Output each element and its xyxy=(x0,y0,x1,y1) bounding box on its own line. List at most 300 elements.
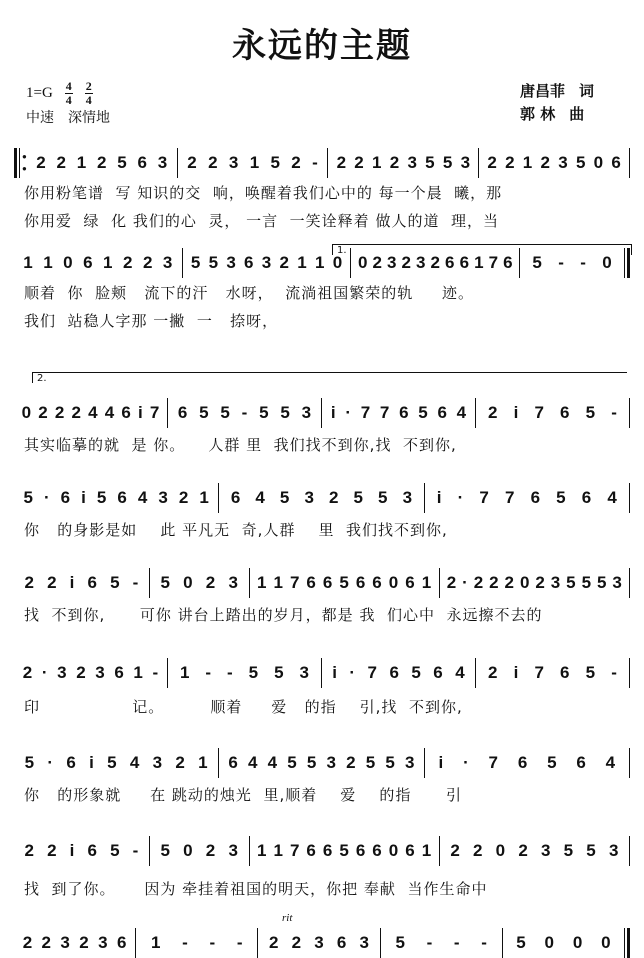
note: 7 xyxy=(149,403,160,422)
staff-line xyxy=(14,485,630,511)
measure xyxy=(328,150,478,176)
note: 5 xyxy=(575,153,586,172)
note: 6 xyxy=(322,573,333,592)
dot: · xyxy=(349,663,356,682)
measure xyxy=(476,660,629,686)
note: i xyxy=(69,841,75,860)
note: 2 xyxy=(279,253,289,272)
note: 3 xyxy=(612,573,622,592)
note: 5 xyxy=(556,488,566,507)
note: 3 xyxy=(407,153,417,172)
measure xyxy=(14,750,218,776)
note: 3 xyxy=(304,488,314,507)
note: 5 xyxy=(160,841,170,860)
note: 2 xyxy=(205,573,216,592)
note: 6 xyxy=(372,573,382,592)
note: i xyxy=(69,573,75,592)
note: 6 xyxy=(405,573,415,592)
note: 5 xyxy=(395,933,405,952)
note: 7 xyxy=(360,403,371,422)
note: 4 xyxy=(129,753,140,772)
note: 1 xyxy=(314,253,325,272)
lyric-line: 你 的形象就 在 跳动的烛光 里,顺着 爱 的指 引 xyxy=(24,786,462,804)
note: 0 xyxy=(63,253,73,272)
note: 0 xyxy=(544,933,554,952)
measure xyxy=(14,660,167,686)
note: 5 xyxy=(339,841,349,860)
measure xyxy=(381,930,502,956)
note: 0 xyxy=(332,253,343,272)
note: 6 xyxy=(322,841,333,860)
time-signature-4-4: $\frac{4}{4}$ xyxy=(65,79,72,107)
dot: · xyxy=(463,753,469,772)
note: 2 xyxy=(401,253,411,272)
measure xyxy=(520,250,624,276)
note: 6 xyxy=(228,753,238,772)
note: 6 xyxy=(355,573,366,592)
note: 7 xyxy=(379,403,390,422)
note: 1 xyxy=(103,253,113,272)
note: 5 xyxy=(280,403,290,422)
lyric-line: 找 到了你。 因为 牵挂着祖国的明天，你把 奉献 当作生命中 xyxy=(24,880,488,898)
note: 3 xyxy=(228,573,238,592)
staff-line xyxy=(14,250,630,276)
volta-bracket: 1. xyxy=(332,244,632,255)
note: 5 xyxy=(306,753,317,772)
note: 2 xyxy=(291,933,302,952)
composer-name: 郭 林 xyxy=(520,105,556,123)
time-signature-2-4: $\frac{2}{4}$ xyxy=(85,79,92,107)
note: i xyxy=(436,488,442,507)
lyric-line: 顺着 你 脸颊 流下的汗 水呀， 流淌祖国繁荣的轨 迹。 xyxy=(24,284,475,302)
dot: · xyxy=(47,753,54,772)
note: 6 xyxy=(433,663,443,682)
staff-line xyxy=(14,838,630,864)
note: 2 xyxy=(291,153,301,172)
hold-dash: - xyxy=(558,253,564,272)
note: 6 xyxy=(230,488,241,507)
note: 4 xyxy=(267,753,278,772)
note: 1 xyxy=(421,573,432,592)
key-label: 1=G xyxy=(26,85,53,101)
note: i xyxy=(513,663,519,682)
note: 6 xyxy=(306,841,316,860)
staff-line xyxy=(14,930,630,956)
note: 2 xyxy=(487,153,497,172)
note: 2 xyxy=(489,573,499,592)
note: 7 xyxy=(289,573,300,592)
note: 3 xyxy=(228,153,239,172)
final-barline xyxy=(624,928,630,958)
note: 3 xyxy=(60,933,70,952)
note: 1 xyxy=(151,933,161,952)
note: 4 xyxy=(255,488,265,507)
note: 4 xyxy=(456,403,467,422)
note: 5 xyxy=(208,253,219,272)
note: 2 xyxy=(336,153,347,172)
note: 2 xyxy=(123,253,133,272)
credits: 唐昌菲 词 郭 林 曲 xyxy=(520,80,594,126)
note: 2 xyxy=(36,153,46,172)
note: 5 xyxy=(274,663,284,682)
note: 0 xyxy=(602,253,612,272)
staff-line xyxy=(14,400,630,426)
note: 7 xyxy=(534,403,544,422)
note: 5 xyxy=(563,841,574,860)
note: 3 xyxy=(261,253,272,272)
note: 0 xyxy=(519,573,530,592)
hold-dash: - xyxy=(152,663,159,682)
measure xyxy=(168,660,321,686)
note: 4 xyxy=(605,753,616,772)
note: 6 xyxy=(121,403,131,422)
note: 6 xyxy=(114,663,124,682)
lyric-line: 我们 站稳人字那 一撇 一 捺呀， xyxy=(24,312,279,330)
measure xyxy=(14,250,182,276)
note: 6 xyxy=(336,933,347,952)
note: 3 xyxy=(98,933,108,952)
note: 1 xyxy=(522,153,533,172)
note: 5 xyxy=(190,253,201,272)
measure xyxy=(14,400,167,426)
note: 5 xyxy=(596,573,607,592)
note: 6 xyxy=(355,841,366,860)
note: 0 xyxy=(183,841,193,860)
dot: · xyxy=(345,403,351,422)
song-title: 永远的主题 xyxy=(232,26,412,66)
note: 5 xyxy=(425,153,435,172)
measure xyxy=(322,660,475,686)
note: 1 xyxy=(372,153,382,172)
note: 6 xyxy=(87,841,97,860)
tempo-label: 中速 xyxy=(26,110,54,126)
staff-line xyxy=(14,750,630,776)
note: 7 xyxy=(488,753,499,772)
note: 7 xyxy=(534,663,544,682)
note: 7 xyxy=(504,488,515,507)
hold-dash: - xyxy=(132,841,139,860)
note: 2 xyxy=(488,403,498,422)
note: 5 xyxy=(353,488,363,507)
note: 5 xyxy=(117,153,127,172)
repeat-end-sign xyxy=(624,248,630,278)
measure xyxy=(150,838,249,864)
note: 2 xyxy=(142,253,153,272)
measure xyxy=(27,150,177,176)
note: 5 xyxy=(248,663,259,682)
note: 3 xyxy=(95,663,105,682)
note: 2 xyxy=(22,663,33,682)
lyric-line: 其实临摹的就 是 你。 人群 里 我们找不到你,找 不到你, xyxy=(24,436,457,454)
note: 2 xyxy=(268,933,279,952)
note: 4 xyxy=(137,488,148,507)
note: 2 xyxy=(38,403,48,422)
note: 2 xyxy=(446,573,457,592)
note: 5 xyxy=(24,753,35,772)
note: i xyxy=(89,753,94,772)
note: 7 xyxy=(367,663,377,682)
note: 0 xyxy=(388,841,399,860)
note: 2 xyxy=(205,841,216,860)
note: 2 xyxy=(175,753,185,772)
note: 3 xyxy=(301,403,312,422)
note: 5 xyxy=(270,153,280,172)
note: 2 xyxy=(488,663,498,682)
measure xyxy=(14,570,149,596)
note: i xyxy=(330,403,336,422)
note: 5 xyxy=(279,488,290,507)
note: 5 xyxy=(385,753,395,772)
note: 2 xyxy=(473,841,483,860)
measure xyxy=(14,485,218,511)
note: 1 xyxy=(297,253,307,272)
note: 6 xyxy=(560,663,570,682)
note: 6 xyxy=(560,403,570,422)
lyric-line: 你 的身影是如 此 平凡无 奇,人群 里 我们找不到你, xyxy=(24,521,448,539)
note: 5 xyxy=(110,841,120,860)
note: 0 xyxy=(183,573,193,592)
hold-dash: - xyxy=(611,403,617,422)
note: 2 xyxy=(354,153,364,172)
measure xyxy=(258,930,379,956)
note: 0 xyxy=(495,841,506,860)
note: 5 xyxy=(110,573,120,592)
dot: · xyxy=(41,663,48,682)
hold-dash: - xyxy=(312,153,318,172)
note: 3 xyxy=(460,153,471,172)
note: 1 xyxy=(474,253,484,272)
note: 5 xyxy=(160,573,170,592)
note: 0 xyxy=(357,253,368,272)
note: 1 xyxy=(249,153,260,172)
note: 3 xyxy=(57,663,67,682)
note: 4 xyxy=(607,488,617,507)
note: 3 xyxy=(402,488,413,507)
note: 5 xyxy=(378,488,388,507)
dot: · xyxy=(457,488,464,507)
measure xyxy=(250,570,439,596)
note: 2 xyxy=(187,153,197,172)
lyricist-name: 唐昌菲 xyxy=(520,82,566,100)
note: 3 xyxy=(558,153,568,172)
measure xyxy=(322,400,475,426)
note: 2 xyxy=(56,153,66,172)
note: 1 xyxy=(198,753,208,772)
note: 5 xyxy=(442,153,453,172)
note: 3 xyxy=(226,253,236,272)
note: 5 xyxy=(339,573,349,592)
note: 2 xyxy=(47,841,57,860)
note: 1 xyxy=(133,663,143,682)
note: 6 xyxy=(116,933,127,952)
note: 0 xyxy=(388,573,399,592)
note: 5 xyxy=(566,573,576,592)
note: 5 xyxy=(259,403,269,422)
note: 6 xyxy=(576,753,586,772)
note: 2 xyxy=(540,153,550,172)
measure xyxy=(425,750,629,776)
hold-dash: - xyxy=(481,933,487,952)
note: 5 xyxy=(585,403,596,422)
measure xyxy=(150,570,249,596)
note: 2 xyxy=(473,573,484,592)
note: 6 xyxy=(60,488,71,507)
lyric-line: 你用粉笔谱 写 知识的交 响，唤醒着我们心中的 每一个晨 曦，那 xyxy=(24,184,503,202)
note: i xyxy=(332,663,337,682)
note: 5 xyxy=(532,253,542,272)
note: 5 xyxy=(586,841,596,860)
note: 2 xyxy=(535,573,545,592)
note: 2 xyxy=(178,488,189,507)
hold-dash: - xyxy=(426,933,433,952)
note: 2 xyxy=(41,933,52,952)
note: 0 xyxy=(572,933,583,952)
note: 5 xyxy=(585,663,596,682)
note: 2 xyxy=(518,841,528,860)
note: 3 xyxy=(608,841,619,860)
note: 7 xyxy=(479,488,489,507)
note: 3 xyxy=(326,753,336,772)
measure xyxy=(219,485,423,511)
hold-dash: - xyxy=(182,933,188,952)
measure xyxy=(425,485,629,511)
note: 6 xyxy=(437,403,447,422)
note: 5 xyxy=(220,403,230,422)
note: 3 xyxy=(314,933,324,952)
note: 2 xyxy=(96,153,107,172)
note: 5 xyxy=(547,753,557,772)
measure xyxy=(14,838,149,864)
note: 0 xyxy=(593,153,604,172)
note: 6 xyxy=(459,253,470,272)
note: 3 xyxy=(162,253,173,272)
note: 5 xyxy=(581,573,592,592)
note: 1 xyxy=(257,841,267,860)
note: 3 xyxy=(416,253,426,272)
note: 2 xyxy=(76,663,86,682)
note: 5 xyxy=(411,663,421,682)
note: 3 xyxy=(152,753,163,772)
note: 6 xyxy=(611,153,621,172)
measure xyxy=(168,400,321,426)
note: 5 xyxy=(107,753,117,772)
measure xyxy=(351,250,519,276)
note: 6 xyxy=(137,153,147,172)
hold-dash: - xyxy=(241,403,248,422)
note: 1 xyxy=(273,573,283,592)
note: 1 xyxy=(43,253,53,272)
hold-dash: - xyxy=(227,663,233,682)
note: 6 xyxy=(83,253,93,272)
note: 6 xyxy=(530,488,541,507)
note: 2 xyxy=(430,253,440,272)
note: 5 xyxy=(516,933,526,952)
note: 3 xyxy=(386,253,397,272)
note: 6 xyxy=(372,841,382,860)
note: 2 xyxy=(505,153,515,172)
hold-dash: - xyxy=(205,663,212,682)
measure xyxy=(178,150,328,176)
note: 2 xyxy=(47,573,57,592)
note: 1 xyxy=(179,663,190,682)
note: 6 xyxy=(117,488,127,507)
measure xyxy=(250,838,439,864)
staff-line xyxy=(14,570,630,596)
dot: · xyxy=(43,488,50,507)
measure xyxy=(476,400,629,426)
lyric-line: 你用爱 绿 化 我们的心 灵， 一言 一笑诠释着 做人的道 理，当 xyxy=(24,212,499,230)
note: 2 xyxy=(24,841,35,860)
hold-dash: - xyxy=(209,933,216,952)
note: i xyxy=(81,488,86,507)
note: 3 xyxy=(405,753,415,772)
measure xyxy=(14,930,135,956)
expression-label: 深情地 xyxy=(68,110,110,126)
note: 6 xyxy=(389,663,399,682)
measure xyxy=(479,150,629,176)
measure xyxy=(440,838,629,864)
note: 5 xyxy=(96,488,107,507)
note: 6 xyxy=(66,753,76,772)
note: 6 xyxy=(177,403,188,422)
measure xyxy=(503,930,624,956)
lyric-line: 找 不到你, 可你 讲台上踏出的岁月，都是 我 们心中 永远擦不去的 xyxy=(24,606,543,624)
note: 1 xyxy=(23,253,33,272)
note: 6 xyxy=(517,753,528,772)
note: i xyxy=(137,403,143,422)
measure xyxy=(136,930,257,956)
measure xyxy=(219,750,423,776)
hold-dash: - xyxy=(236,933,243,952)
note: 1 xyxy=(199,488,209,507)
note: 7 xyxy=(488,253,499,272)
note: 2 xyxy=(450,841,460,860)
note: 2 xyxy=(208,153,218,172)
hold-dash: - xyxy=(453,933,460,952)
key-signature xyxy=(26,80,93,107)
note: 6 xyxy=(405,841,415,860)
lyric-line: 印 记。 顺着 爱 的指 引,找 不到你, xyxy=(24,698,463,716)
hold-dash: - xyxy=(611,663,617,682)
note: 2 xyxy=(54,403,65,422)
note: 5 xyxy=(199,403,209,422)
note: 3 xyxy=(550,573,561,592)
note: 5 xyxy=(365,753,376,772)
tempo-marking xyxy=(26,107,110,127)
repeat-start-sign: ● ● xyxy=(14,148,27,178)
note: 2 xyxy=(389,153,400,172)
note: 3 xyxy=(299,663,309,682)
note: 3 xyxy=(157,153,168,172)
note: 3 xyxy=(228,841,238,860)
note: 2 xyxy=(71,403,81,422)
note: 6 xyxy=(306,573,316,592)
note: 2 xyxy=(346,753,356,772)
note: 6 xyxy=(503,253,513,272)
staff-line xyxy=(14,150,630,176)
note: 2 xyxy=(24,573,35,592)
note: 6 xyxy=(87,573,97,592)
note: 2 xyxy=(22,933,33,952)
ritardando-marking: rit xyxy=(282,912,293,924)
note: 3 xyxy=(359,933,370,952)
note: i xyxy=(438,753,444,772)
note: 1 xyxy=(421,841,432,860)
dot: · xyxy=(462,573,468,592)
note: 2 xyxy=(504,573,515,592)
note: i xyxy=(513,403,519,422)
staff-line xyxy=(14,660,630,686)
